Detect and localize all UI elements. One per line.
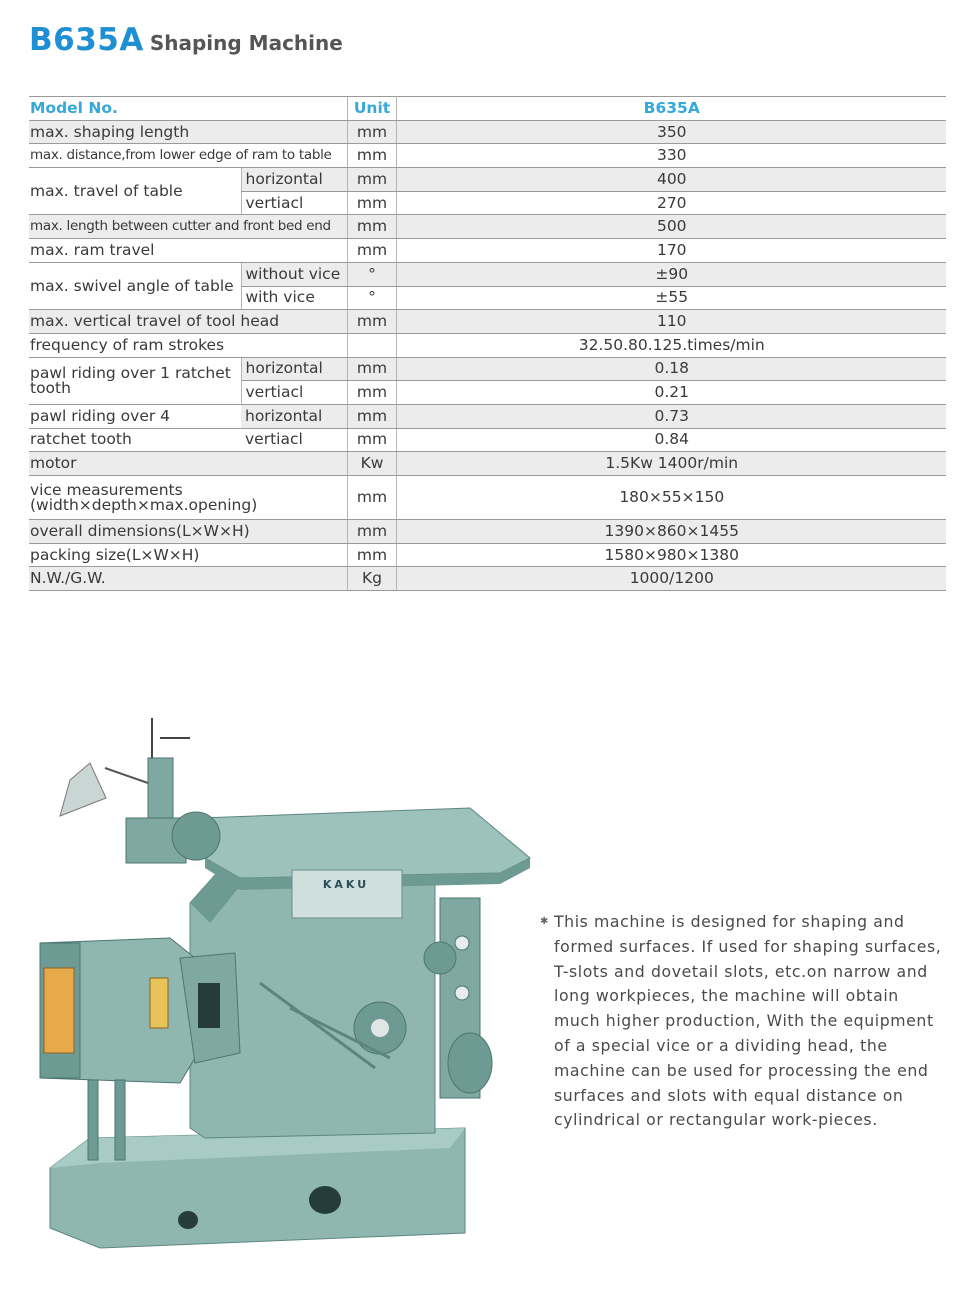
row-label: max. ram travel (29, 239, 347, 263)
row-unit: mm (347, 215, 396, 239)
table-row (29, 239, 946, 263)
table-row (29, 452, 946, 476)
table-row (29, 428, 946, 452)
table-row (29, 333, 946, 357)
row-unit: mm (347, 144, 396, 168)
row-value: 270 (396, 191, 946, 215)
row-unit: mm (347, 310, 396, 334)
table-row (29, 168, 946, 192)
row-sublabel: vertiacl (241, 428, 347, 452)
bullet-icon: ✱ (540, 916, 549, 927)
header-value: B635A (396, 97, 946, 121)
table-row (29, 120, 946, 144)
row-unit: mm (347, 381, 396, 405)
table-row (29, 404, 946, 428)
table-row (29, 543, 946, 567)
row-unit (347, 333, 396, 357)
spec-table (29, 96, 946, 591)
row-unit: mm (347, 168, 396, 192)
row-unit: Kw (347, 452, 396, 476)
row-label (29, 476, 347, 520)
table-row (29, 520, 946, 544)
row-sublabel: horizontal (241, 168, 347, 192)
row-value: 170 (396, 239, 946, 263)
header-param: Model No. (29, 97, 347, 121)
row-sublabel: vertiacl (241, 381, 347, 405)
shaping-machine-illustration (30, 708, 535, 1268)
row-sublabel: horizontal (241, 404, 347, 428)
table-row (29, 262, 946, 286)
row-label: pawl riding over 4 (29, 404, 241, 428)
row-label: N.W./G.W. (29, 567, 347, 591)
page-title (29, 22, 343, 58)
machine-photo (30, 708, 535, 1268)
row-value: 0.84 (396, 428, 946, 452)
row-unit: mm (347, 476, 396, 520)
table-row (29, 357, 946, 381)
row-label: max. swivel angle of table (29, 262, 241, 309)
row-value: 1580×980×1380 (396, 543, 946, 567)
row-sublabel: vertiacl (241, 191, 347, 215)
brand-plate: KAKU (322, 878, 370, 891)
header-unit: Unit (347, 97, 396, 121)
row-label: max. travel of table (29, 168, 241, 215)
row-unit: mm (347, 520, 396, 544)
row-value: 500 (396, 215, 946, 239)
row-sublabel: with vice (241, 286, 347, 310)
row-value: 1000/1200 (396, 567, 946, 591)
row-unit: mm (347, 120, 396, 144)
row-label: max. distance,from lower edge of ram to table (29, 144, 347, 168)
row-value: 0.21 (396, 381, 946, 405)
row-value: 0.18 (396, 357, 946, 381)
row-unit: Kg (347, 567, 396, 591)
row-sublabel: horizontal (241, 357, 347, 381)
row-unit: mm (347, 543, 396, 567)
row-unit: mm (347, 357, 396, 381)
row-value: ±90 (396, 262, 946, 286)
row-value: 1.5Kw 1400r/min (396, 452, 946, 476)
table-row (29, 144, 946, 168)
table-row (29, 567, 946, 591)
description (540, 910, 946, 1133)
row-label: ratchet tooth (29, 428, 241, 452)
row-sublabel: without vice (241, 262, 347, 286)
product-name: Shaping Machine (149, 31, 343, 55)
row-unit: mm (347, 404, 396, 428)
row-label: pawl riding over 1 ratchet tooth (29, 357, 241, 404)
table-header-row (29, 97, 946, 121)
row-unit: ° (347, 262, 396, 286)
row-value: ±55 (396, 286, 946, 310)
row-value: 350 (396, 120, 946, 144)
row-label: max. vertical travel of tool head (29, 310, 347, 334)
table-row (29, 215, 946, 239)
row-label-line1: vice measurements (30, 480, 183, 499)
table-row (29, 476, 946, 520)
row-value: 330 (396, 144, 946, 168)
row-value: 1390×860×1455 (396, 520, 946, 544)
description-text: This machine is designed for shaping and formed surfaces. If used for shaping surfaces, T-slots and dovetail slots, etc.on narrow and long workpieces, the machine will obtain much higher production, With the equipment of a special vice or a dividing head, the machine can be used for processing the end surfaces and slots with equal distance on cylindrical or rectangular work-pieces. (554, 912, 942, 1130)
model-name: B635A (29, 22, 144, 58)
row-value: 180×55×150 (396, 476, 946, 520)
table-row (29, 310, 946, 334)
row-unit: mm (347, 191, 396, 215)
row-label: motor (29, 452, 347, 476)
row-value: 32.50.80.125.times/min (396, 333, 946, 357)
row-label: max. shaping length (29, 120, 347, 144)
row-unit: ° (347, 286, 396, 310)
row-label: overall dimensions(L×W×H) (29, 520, 347, 544)
row-label-line2: (width×depth×max.opening) (30, 495, 258, 514)
row-label: frequency of ram strokes (29, 333, 347, 357)
row-unit: mm (347, 428, 396, 452)
row-label: packing size(L×W×H) (29, 543, 347, 567)
row-label: max. length between cutter and front bed end (29, 215, 347, 239)
row-value: 110 (396, 310, 946, 334)
row-value: 400 (396, 168, 946, 192)
row-unit: mm (347, 239, 396, 263)
row-value: 0.73 (396, 404, 946, 428)
